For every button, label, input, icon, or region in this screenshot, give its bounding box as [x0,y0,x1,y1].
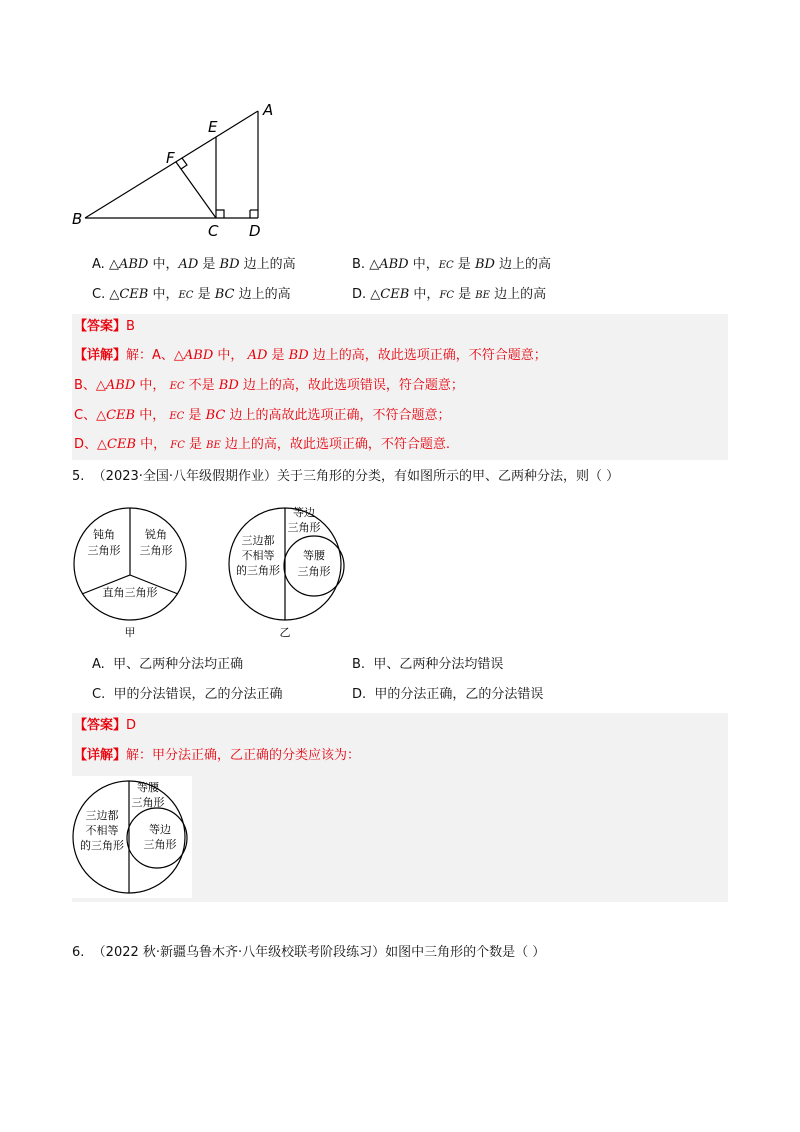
jia-caption: 甲 [124,626,136,639]
q4-detail-line-1: 【详解】解：A、△ABD 中， AD 是 BD 边上的高，故此选项正确，不符合题意； [74,348,547,363]
yi-caption: 乙 [279,626,291,639]
jia-acute-line2: 三角形 [139,544,173,557]
yi-scalene-line3: 的三角形 [236,564,280,577]
yi-equilateral-line1: 等边 [293,506,315,519]
fix-scalene-line1: 三边都 [85,809,119,822]
jia-right: 直角三角形 [102,586,158,599]
q4-detail-line-4: D、△CEB 中， FC 是 BE 边上的高，故此选项正确，不符合题意. [74,437,451,452]
fix-scalene-line3: 的三角形 [80,839,124,852]
figure-corrected [72,776,192,898]
yi-scalene-line1: 三边都 [241,534,275,547]
q4-answer: 【答案】B [74,319,135,334]
triangle-figure [60,95,290,240]
fix-isosceles-line1: 等腰 [137,781,159,794]
fix-equilateral-line2: 三角形 [143,838,177,851]
q4-detail-line-2: B、△ABD 中， EC 不是 BD 边上的高，故此选项错误，符合题意； [74,378,464,393]
figure-yi [222,495,362,643]
fix-equilateral-line1: 等边 [149,823,171,836]
jia-obtuse-line2: 三角形 [87,544,121,557]
yi-isosceles-line1: 等腰 [303,549,325,562]
q4-detail-line-3: C、△CEB 中， EC 是 BC 边上的高故此选项正确，不符合题意； [74,408,451,423]
jia-obtuse-line1: 钝角 [93,528,115,541]
jia-acute-line1: 锐角 [145,528,167,541]
q5-option-b[interactable]: B. 甲、乙两种分法均错误 [352,657,504,672]
q5-option-c[interactable]: C. 甲的分法错误，乙的分法正确 [92,687,283,702]
q5-stem: 5. （2023·全国·八年级假期作业）关于三角形的分类，有如图所示的甲、乙两种分法，则（ ） [72,469,620,484]
q4-option-d[interactable]: D. △CEB 中，FC 是 BE 边上的高 [352,287,547,302]
q4-option-c[interactable]: C. △CEB 中，EC 是 BC 边上的高 [92,287,291,302]
q4-option-a[interactable]: A. △ABD 中，AD 是 BD 边上的高 [92,257,296,272]
yi-isosceles-line2: 三角形 [297,565,331,578]
fix-isosceles-line2: 三角形 [131,796,165,809]
label-D: D [249,222,261,240]
yi-scalene-line2: 不相等 [241,549,275,562]
q5-answer: 【答案】D [74,718,137,733]
label-A: A [263,101,274,119]
yi-equilateral-line2: 三角形 [287,521,321,534]
label-F: F [166,149,175,167]
q4-option-b[interactable]: B. △ABD 中，EC 是 BD 边上的高 [352,257,552,272]
q6-stem: 6. （2022 秋·新疆乌鲁木齐·八年级校联考阶段练习）如图中三角形的个数是（ ） [72,945,546,960]
label-B: B [72,210,83,228]
q5-detail: 【详解】解：甲分法正确，乙正确的分类应该为： [74,748,361,763]
q5-option-d[interactable]: D. 甲的分法正确，乙的分法错误 [352,687,544,702]
q5-option-a[interactable]: A. 甲、乙两种分法均正确 [92,657,244,672]
label-C: C [208,222,219,240]
label-E: E [208,118,218,136]
fix-scalene-line2: 不相等 [85,824,119,837]
figure-jia [68,495,198,643]
